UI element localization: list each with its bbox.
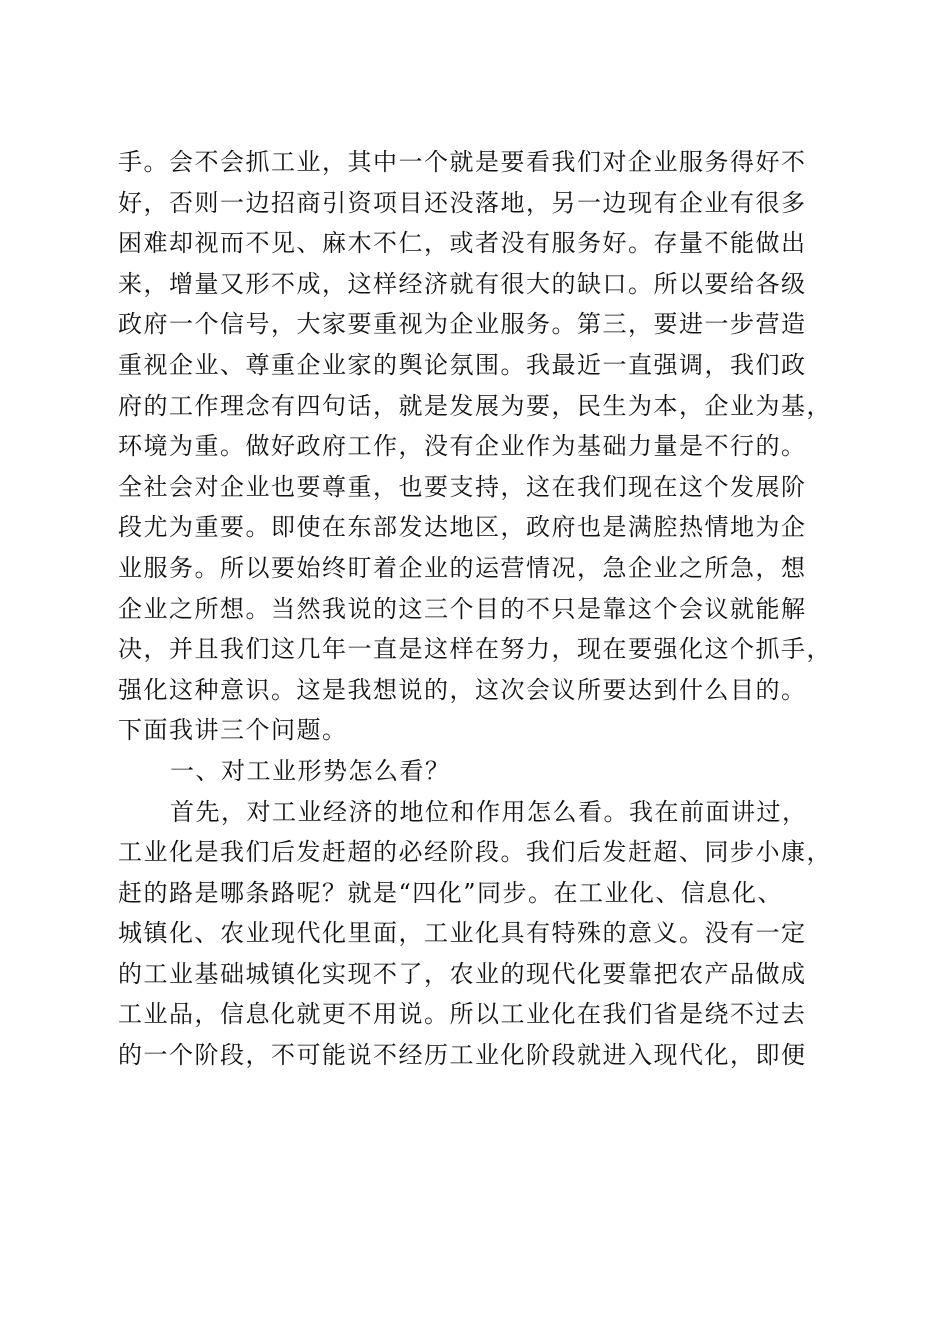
body-line: 全社会对企业也要尊重，也要支持，这在我们现在这个发展阶 xyxy=(118,472,807,501)
body-line: 工业品，信息化就更不用说。所以工业化在我们省是绕不过去 xyxy=(118,1000,807,1029)
body-line: 的一个阶段，不可能说不经历工业化阶段就进入现代化，即便 xyxy=(118,1041,807,1070)
body-line: 环境为重。做好政府工作，没有企业作为基础力量是不行的。 xyxy=(118,432,807,461)
body-line: 困难却视而不见、麻木不仁，或者没有服务好。存量不能做出 xyxy=(118,229,807,258)
body-line: 决，并且我们这几年一直是这样在努力，现在要强化这个抓手， xyxy=(118,635,832,664)
body-line: 手。会不会抓工业，其中一个就是要看我们对企业服务得好不 xyxy=(118,148,807,176)
body-line: 重视企业、尊重企业家的舆论氛围。我最近一直强调，我们政 xyxy=(118,350,807,379)
body-line: 的工业基础城镇化实现不了，农业的现代化要靠把农产品做成 xyxy=(118,959,807,988)
paragraph-first-line: 首先，对工业经济的地位和作用怎么看。我在前面讲过， xyxy=(170,797,808,826)
body-line: 下面我讲三个问题。 xyxy=(118,716,348,745)
body-line: 业服务。所以要始终盯着企业的运营情况，急企业之所急，想 xyxy=(118,553,807,582)
document-body xyxy=(118,142,838,1076)
body-line: 工业化是我们后发赶超的必经阶段。我们后发赶超、同步小康， xyxy=(118,838,832,867)
body-line: 政府一个信号，大家要重视为企业服务。第三，要进一步营造 xyxy=(118,310,807,339)
body-line: 府的工作理念有四句话，就是发展为要，民生为本，企业为基， xyxy=(118,391,832,420)
body-line: 赶的路是哪条路呢？就是“四化”同步。在工业化、信息化、 xyxy=(118,878,784,907)
body-line: 企业之所想。当然我说的这三个目的不只是靠这个会议就能解 xyxy=(118,594,807,623)
body-line: 城镇化、农业现代化里面，工业化具有特殊的意义。没有一定 xyxy=(118,919,807,948)
body-line: 段尤为重要。即使在东部发达地区，政府也是满腔热情地为企 xyxy=(118,513,807,542)
body-line: 来，增量又形不成，这样经济就有很大的缺口。所以要给各级 xyxy=(118,269,807,298)
section-heading: 一、对工业形势怎么看？ xyxy=(170,756,451,785)
body-line: 强化这种意识。这是我想说的，这次会议所要达到什么目的。 xyxy=(118,675,807,704)
body-line: 好，否则一边招商引资项目还没落地，另一边现有企业有很多 xyxy=(118,188,807,217)
